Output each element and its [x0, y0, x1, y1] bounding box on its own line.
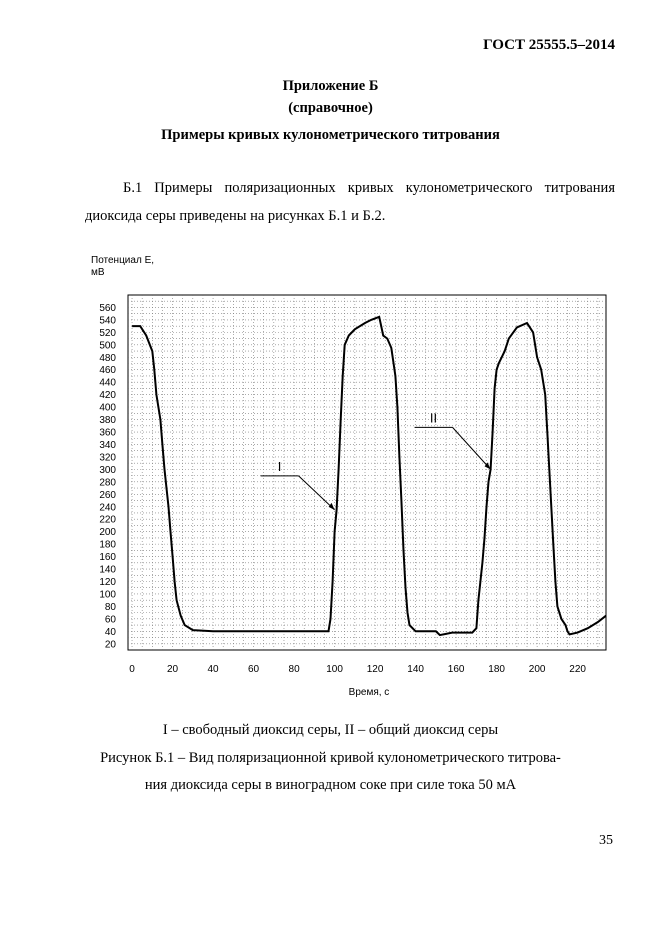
x-tick-label: 180 [488, 664, 505, 675]
x-tick-label: 160 [447, 664, 465, 675]
x-tick-label: 20 [166, 664, 179, 675]
y-tick-label: 400 [99, 402, 116, 414]
y-tick-label: 560 [99, 302, 116, 314]
y-tick-label: 240 [99, 502, 116, 514]
y-tick-label: 140 [99, 564, 116, 576]
x-tick-label: 60 [248, 664, 260, 675]
chart-grid [128, 295, 606, 650]
x-tick-label: 220 [569, 664, 586, 675]
y-tick-label: 20 [104, 639, 116, 651]
x-tick-label: 140 [407, 664, 424, 675]
y-tick-label: 340 [99, 439, 116, 451]
annotation-label: II [429, 410, 438, 426]
y-tick-label: 360 [99, 427, 116, 439]
appendix-type: (справочное) [288, 100, 373, 116]
y-tick-label: 500 [99, 340, 116, 352]
y-tick-label: 120 [99, 576, 116, 588]
annotation-arrowhead [329, 503, 335, 510]
y-axis-label-line2: мВ [91, 267, 105, 278]
y-tick-label: 60 [104, 614, 116, 626]
standard-header: ГОСТ 25555.5–2014 [483, 37, 615, 53]
figure-caption-line1: Рисунок Б.1 – Вид поляризационной кривой кулонометрического титрова- [100, 750, 561, 766]
y-tick-label: 180 [99, 539, 116, 551]
y-tick-label: 460 [99, 365, 116, 377]
y-tick-labels [99, 303, 116, 650]
y-tick-label: 220 [99, 514, 116, 526]
y-tick-label: 480 [99, 352, 116, 364]
y-tick-label: 300 [99, 464, 116, 476]
x-tick-label: 100 [326, 664, 343, 675]
y-tick-label: 440 [99, 377, 116, 389]
y-tick-label: 160 [99, 552, 116, 564]
y-tick-label: 200 [99, 527, 116, 539]
y-tick-label: 380 [99, 415, 116, 427]
legend-text: I – свободный диоксид серы, II – общий диоксид серы [162, 722, 499, 738]
y-tick-label: 80 [104, 601, 116, 613]
x-tick-label: 80 [288, 664, 300, 675]
annotation-label: I [277, 458, 282, 474]
x-tick-labels [129, 664, 586, 675]
plot-frame [128, 295, 606, 650]
annotation-leader [299, 476, 335, 510]
y-tick-label: 280 [99, 477, 116, 489]
y-tick-label: 40 [104, 626, 116, 638]
y-tick-label: 100 [99, 589, 116, 601]
paragraph-lead: Б.1 Примеры поляризационных кривых кулонометрического титрования [123, 180, 615, 196]
x-tick-label: 40 [207, 664, 219, 675]
paragraph-rest: диоксида серы приведены на рисунках Б.1 и Б.2. [85, 208, 386, 224]
legend-line [0, 722, 661, 739]
x-tick-label: 0 [129, 664, 135, 675]
figure-caption-line2: ния диоксида серы в виноградном соке при силе тока 50 мА [144, 777, 517, 793]
y-tick-label: 520 [99, 327, 116, 339]
y-tick-label: 540 [99, 315, 116, 327]
page-number: 35 [599, 833, 613, 848]
y-tick-label: 320 [99, 452, 116, 464]
appendix-title: Приложение Б [282, 78, 379, 94]
y-tick-label: 260 [99, 489, 116, 501]
section-title: Примеры кривых кулонометрического титрования [161, 127, 500, 143]
x-tick-label: 200 [528, 664, 546, 675]
y-tick-label: 420 [99, 390, 116, 402]
y-axis-label-line1: Потенциал E, [91, 255, 155, 266]
x-axis-label: Время, с [348, 687, 390, 698]
x-tick-label: 120 [366, 664, 384, 675]
